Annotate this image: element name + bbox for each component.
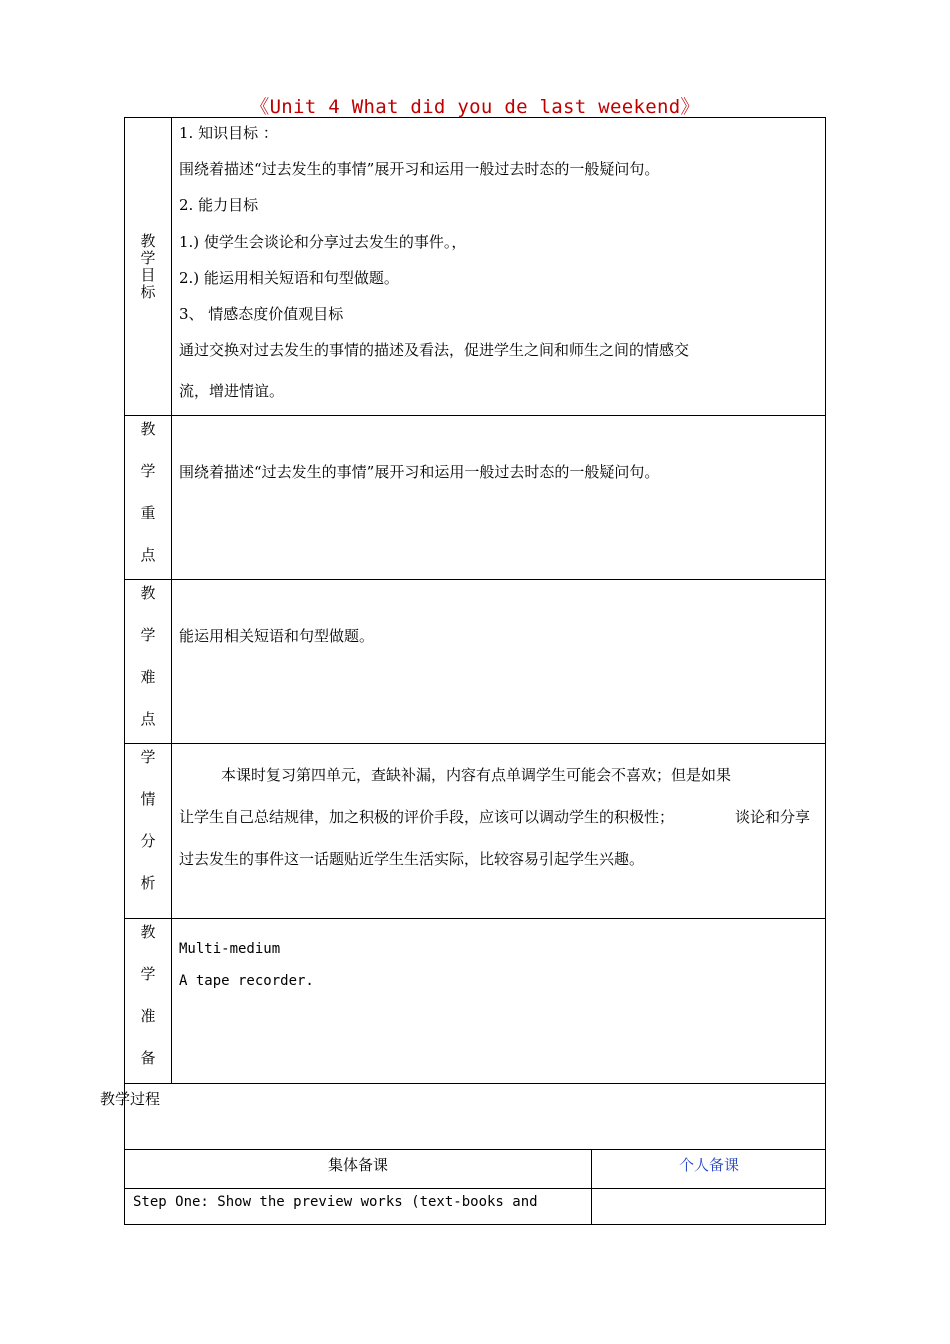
process-empty-row <box>124 1083 826 1150</box>
process-header-row <box>124 1149 826 1189</box>
analysis-label-char: 学 <box>140 748 156 766</box>
difficulties-label-char: 点 <box>140 710 156 728</box>
objectives-label <box>125 118 172 415</box>
objectives-label-char: 标 <box>140 283 156 301</box>
analysis-row <box>124 743 826 919</box>
preparation-label-char: 备 <box>140 1049 156 1067</box>
key-points-label-char: 教 <box>140 420 156 438</box>
analysis-line: 谈论和分享 <box>735 808 811 826</box>
key-points-label <box>125 416 172 579</box>
analysis-label-char: 分 <box>140 832 156 850</box>
difficulties-label-char: 学 <box>140 626 156 644</box>
process-label: 教学过程 <box>100 1090 161 1108</box>
analysis-line: 让学生自己总结规律，加之积极的评价手段，应该可以调动学生的积极性； <box>179 808 675 826</box>
objectives-line: 3、 情感态度价值观目标 <box>179 305 344 323</box>
objectives-line: 流，增进情谊。 <box>179 382 285 400</box>
group-prep-header: 集体备课 <box>327 1156 388 1174</box>
key-points-label-char: 学 <box>140 462 156 480</box>
key-points-label-char: 点 <box>140 546 156 564</box>
analysis-label-char: 析 <box>140 874 156 892</box>
difficulties-row <box>124 579 826 744</box>
analysis-line: 过去发生的事件这一话题贴近学生生活实际，比较容易引起学生兴趣。 <box>179 850 645 868</box>
page-title: 《Unit 4 What did you de last weekend》 <box>250 96 700 118</box>
objectives-label-char: 目 <box>140 266 156 284</box>
process-step-row <box>124 1188 826 1225</box>
step-one-text: Step One: Show the preview works (text-books and <box>133 1194 538 1210</box>
analysis-line: 本课时复习第四单元，查缺补漏，内容有点单调学生可能会不喜欢；但是如果 <box>221 766 732 784</box>
column-divider <box>591 1189 592 1224</box>
difficulties-text: 能运用相关短语和句型做题。 <box>179 627 375 645</box>
key-points-text: 围绕着描述“过去发生的事情”展开习和运用一般过去时态的一般疑问句。 <box>179 463 660 481</box>
preparation-label-char: 教 <box>140 923 156 941</box>
analysis-label <box>125 744 172 918</box>
preparation-label-char: 学 <box>140 965 156 983</box>
preparation-line: A tape recorder. <box>179 973 314 989</box>
objectives-line: 1.) 使学生会谈论和分享过去发生的事件。， <box>179 233 467 251</box>
preparation-label <box>125 919 172 1083</box>
personal-prep-header: 个人备课 <box>678 1156 739 1174</box>
objectives-line: 通过交换对过去发生的事情的描述及看法，促进学生之间和师生之间的情感交 <box>179 341 690 359</box>
objectives-line: 围绕着描述“过去发生的事情”展开习和运用一般过去时态的一般疑问句。 <box>179 160 660 178</box>
objectives-line: 1. 知识目标 ： <box>179 124 278 142</box>
difficulties-label <box>125 580 172 743</box>
objectives-line: 2. 能力目标 <box>179 196 259 214</box>
objectives-row <box>124 117 826 416</box>
objectives-label-char: 教 <box>140 232 156 250</box>
preparation-line: Multi-medium <box>179 941 281 957</box>
difficulties-label-char: 教 <box>140 584 156 602</box>
objectives-label-char: 学 <box>140 249 156 267</box>
analysis-label-char: 情 <box>140 790 156 808</box>
preparation-label-char: 准 <box>140 1007 156 1025</box>
key-points-row <box>124 415 826 580</box>
key-points-label-char: 重 <box>140 504 156 522</box>
difficulties-label-char: 难 <box>140 668 156 686</box>
objectives-line: 2.) 能运用相关短语和句型做题。 <box>179 269 399 287</box>
preparation-row <box>124 918 826 1084</box>
